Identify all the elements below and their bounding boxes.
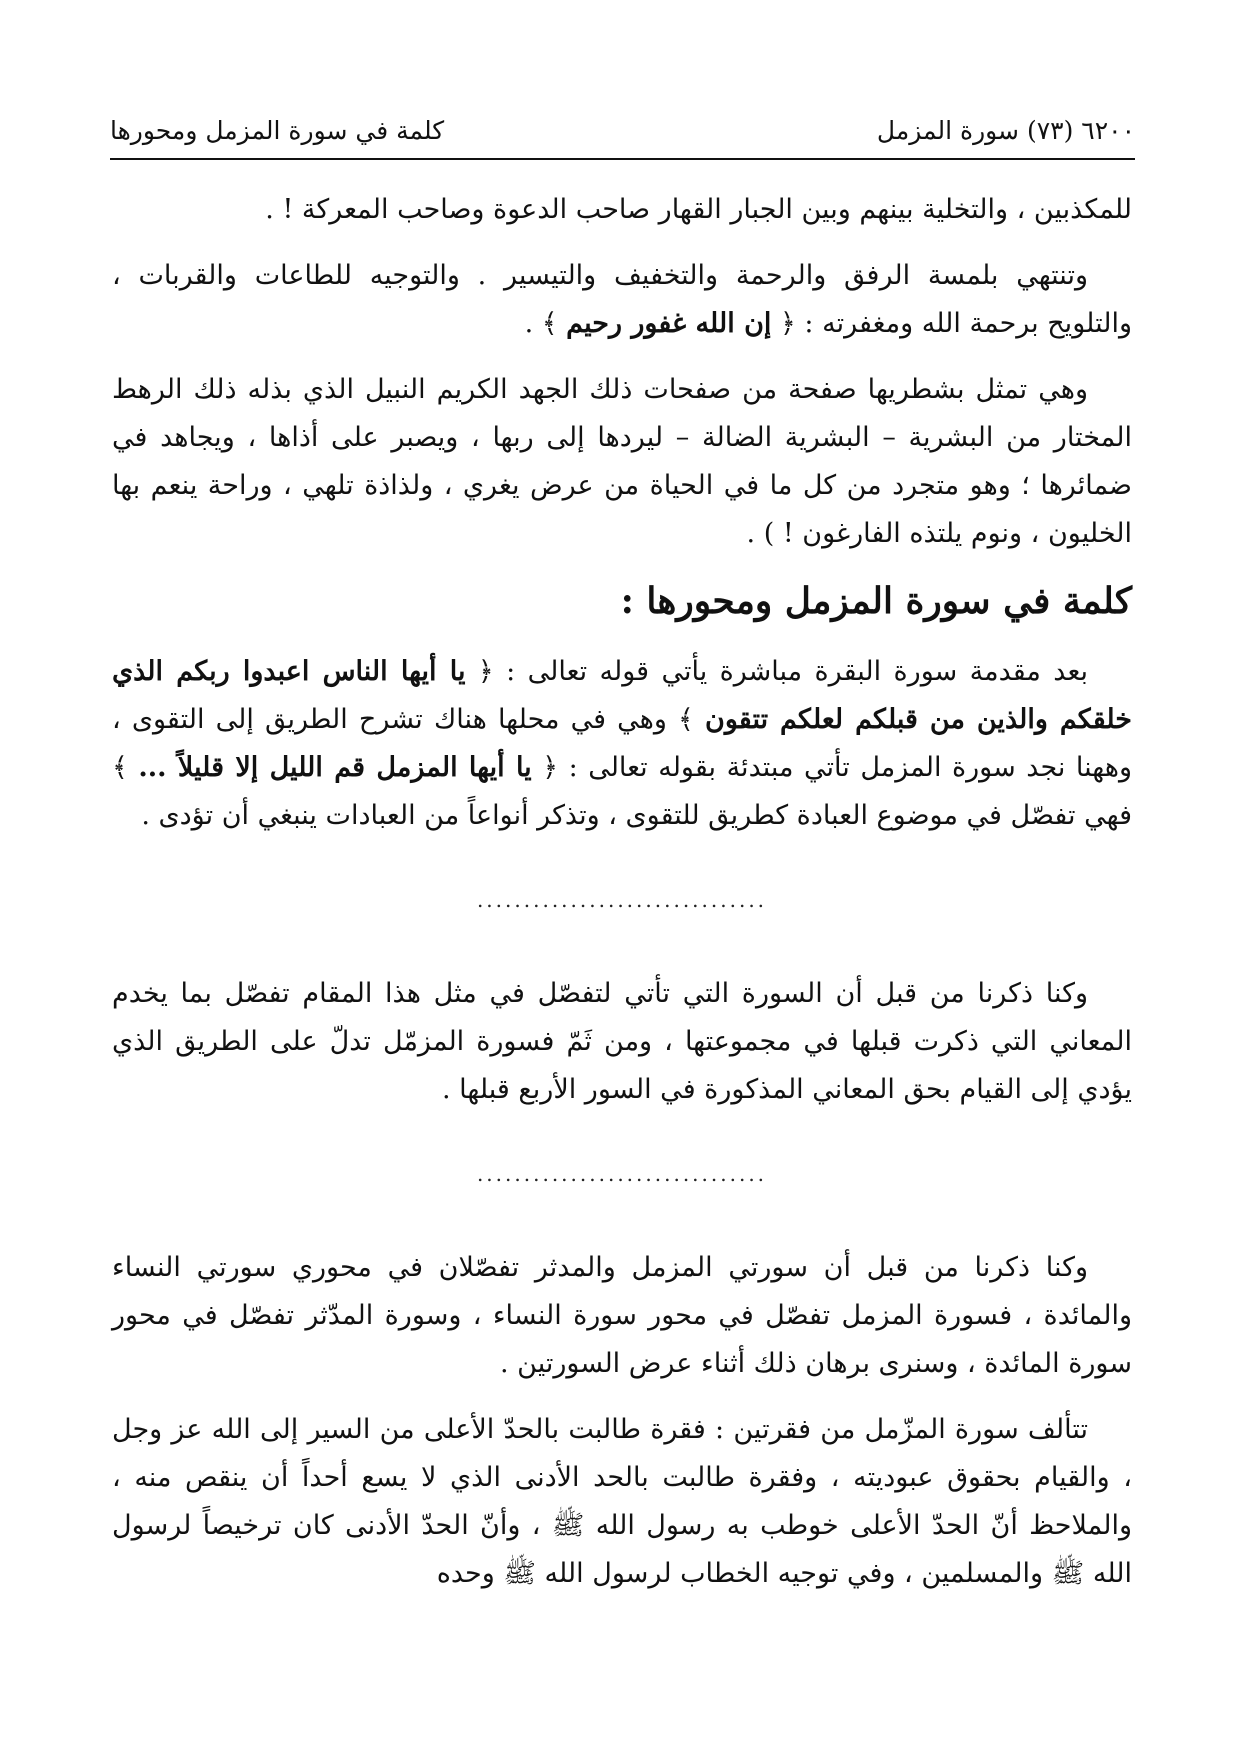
section-paragraph [112,648,1132,840]
paragraph-5: وكنا ذكرنا من قبل أن سورتي المزمل والمدثر تفصّلان في محوري سورتي النساء والمائدة ، فسورة المزمل تفصّل في محور سورة النساء ، وسورة المدّثر تفصّل في محور سورة المائدة ، وسنرى برهان ذلك أثناء عرض السورتين . [112,1252,1132,1379]
quran-verse: إن الله غفور رحيم [566,308,772,339]
section-heading: كلمة في سورة المزمل ومحورها : [620,580,1132,622]
page-body [112,186,1132,1616]
header-running-title: كلمة في سورة المزمل ومحورها [110,115,445,145]
dotted-separator-2: ............................... [476,1162,768,1186]
page-header [110,110,1135,150]
paragraph-2-text: وتنتهي بلمسة الرفق والرحمة والتخفيف والتيسير . والتوجيه للطاعات والقربات ، والتلويح برحمة الله ومغفرته : ﴿ [112,260,1132,339]
paragraph-1: للمكذبين ، والتخلية بينهم وبين الجبار القهار صاحب الدعوة وصاحب المعركة ! . [265,194,1132,225]
section-text-a: بعد مقدمة سورة البقرة مباشرة يأتي قوله تعالى : ﴿ [465,656,1088,687]
paragraph-2 [112,252,1132,348]
header-page-info: ٦٢٠٠ (٧٣) سورة المزمل [876,115,1135,145]
quran-verse-baqarah: يا أيها الناس اعبدوا ربكم الذي خلقكم والذين من قبلكم لعلكم تتقون [112,656,1132,735]
header-divider [110,158,1135,160]
section-text-b: ﴾ وهي في محلها هناك تشرح الطريق إلى التقوى ، وههنا نجد سورة المزمل تأتي مبتدئة بقوله تعالى : ﴿ [112,704,1133,783]
paragraph-3: وهي تمثل بشطريها صفحة من صفحات ذلك الجهد الكريم النبيل الذي بذله ذلك الرهط المختار من البشرية – البشرية الضالة – ليردها إلى ربها ، ويصبر على أذاها ، ويجاهد في ضمائرها ؛ وهو متجرد من كل ما في الحياة من عرض يغري ، ولذاذة تلهي ، وراحة ينعم بها الخليون ، ونوم يلتذه الفارغون ! ) . [112,374,1132,549]
section-text-c: ﴾ فهي تفصّل في موضوع العبادة كطريق للتقوى ، وتذكر أنواعاً من العبادات ينبغي أن تؤدى . [112,752,1132,831]
quran-verse-muzzammil: يا أيها المزمل قم الليل إلا قليلاً ... [138,752,532,783]
paragraph-2-end: ﴾ . [524,308,567,339]
paragraph-6: تتألف سورة المزّمل من فقرتين : فقرة طالبت بالحدّ الأعلى من السير إلى الله عز وجل ، والقيام بحقوق عبوديته ، وفقرة طالبت بالحد الأدنى الذي لا يسع أحداً أن ينقص منه ، والملاحظ أنّ الحدّ الأعلى خوطب به رسول الله ﷺ ، وأنّ الحدّ الأدنى كان ترخيصاً لرسول الله ﷺ والمسلمين ، وفي توجيه الخطاب لرسول الله ﷺ وحده [112,1414,1132,1589]
dotted-separator: ............................... [476,888,768,912]
paragraph-4: وكنا ذكرنا من قبل أن السورة التي تأتي لتفصّل في مثل هذا المقام تفصّل بما يخدم المعاني التي ذكرت قبلها في مجموعتها ، ومن ثَمّ فسورة المزمّل تدلّ على الطريق الذي يؤدي إلى القيام بحق المعاني المذكورة في السور الأربع قبلها . [112,978,1132,1105]
